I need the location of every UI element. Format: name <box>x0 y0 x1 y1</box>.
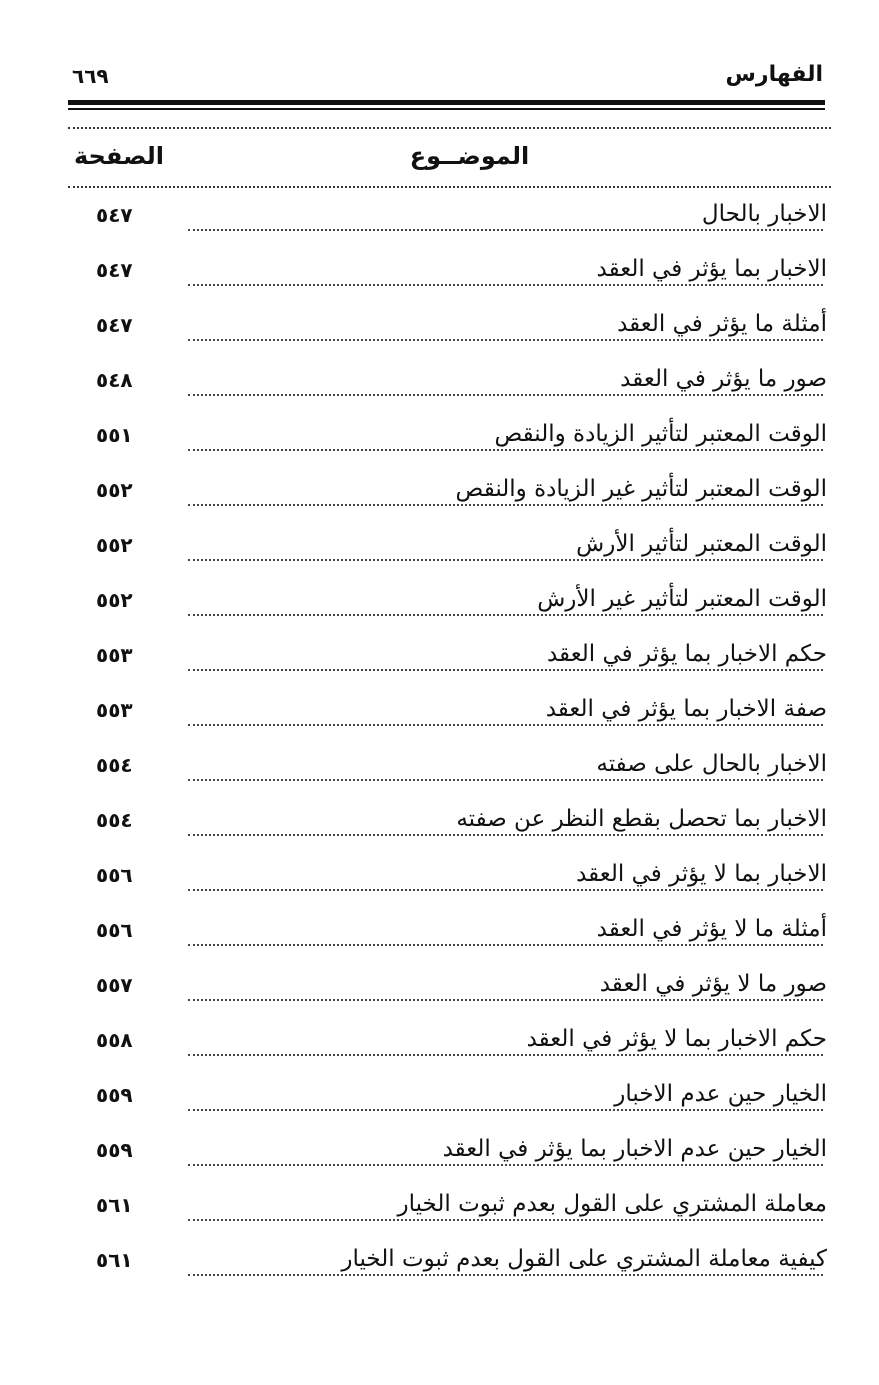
toc-entry-title: الخيار حين عدم الاخبار <box>606 1081 827 1107</box>
dot-leader <box>188 229 823 231</box>
dot-leader <box>188 339 823 341</box>
toc-entry-page: ٥٥٤ <box>96 808 133 832</box>
header-rule-thick <box>68 100 825 105</box>
toc-entry <box>0 193 879 248</box>
toc-entry-page: ٥٥٣ <box>96 643 133 667</box>
toc-entry-page: ٥٤٧ <box>96 203 133 227</box>
dot-leader <box>188 1274 823 1276</box>
dot-leader <box>188 1219 823 1221</box>
column-headers <box>68 142 831 182</box>
toc-entry-title: أمثلة ما يؤثر في العقد <box>609 311 827 337</box>
dot-leader <box>188 449 823 451</box>
toc-entry-page: ٥٥٢ <box>96 533 133 557</box>
toc-entry-page: ٥٥٩ <box>96 1083 133 1107</box>
toc-entry <box>0 688 879 743</box>
toc-entry-page: ٥٦١ <box>96 1193 133 1217</box>
dot-leader <box>188 669 823 671</box>
toc-entry <box>0 1018 879 1073</box>
dot-leader <box>188 944 823 946</box>
dot-leader <box>188 999 823 1001</box>
toc-entry-page: ٥٥٣ <box>96 698 133 722</box>
dot-leader <box>188 724 823 726</box>
toc-entry <box>0 853 879 908</box>
toc-entry <box>0 908 879 963</box>
dot-leader <box>188 834 823 836</box>
dot-leader <box>188 1054 823 1056</box>
dot-leader <box>188 889 823 891</box>
toc-entry-title: الوقت المعتبر لتأثير الأرش <box>568 531 827 557</box>
dotted-divider-bottom <box>68 186 831 188</box>
toc-entry-page: ٥٤٧ <box>96 313 133 337</box>
toc-entry <box>0 358 879 413</box>
toc-entry-page: ٥٥٩ <box>96 1138 133 1162</box>
toc-entry-title: صفة الاخبار بما يؤثر في العقد <box>538 696 827 722</box>
toc-entry-page: ٥٥٨ <box>96 1028 133 1052</box>
toc-entry-title: كيفية معاملة المشتري على القول بعدم ثبوت الخيار <box>333 1246 827 1272</box>
running-title: الفهارس <box>725 62 823 87</box>
toc-entry <box>0 1183 879 1238</box>
toc-entry-title: الوقت المعتبر لتأثير الزيادة والنقص <box>486 421 827 447</box>
toc-entry-title: صور ما يؤثر في العقد <box>612 366 827 392</box>
toc-entry <box>0 1073 879 1128</box>
toc-entry-title: الاخبار بالحال على صفته <box>588 751 827 777</box>
toc-entry <box>0 963 879 1018</box>
toc-entry-title: الوقت المعتبر لتأثير غير الأرش <box>529 586 827 612</box>
toc-list <box>0 193 879 1293</box>
toc-entry-title: حكم الاخبار بما يؤثر في العقد <box>539 641 827 667</box>
toc-entry <box>0 413 879 468</box>
dot-leader <box>188 1109 823 1111</box>
dot-leader <box>188 394 823 396</box>
toc-entry-title: صور ما لا يؤثر في العقد <box>592 971 827 997</box>
dot-leader <box>188 504 823 506</box>
dotted-divider-top <box>68 127 831 129</box>
toc-entry-title: حكم الاخبار بما لا يؤثر في العقد <box>519 1026 827 1052</box>
toc-entry-page: ٥٤٨ <box>96 368 133 392</box>
toc-entry-page: ٥٦١ <box>96 1248 133 1272</box>
toc-entry-page: ٥٥١ <box>96 423 133 447</box>
toc-entry-title: الاخبار بما لا يؤثر في العقد <box>568 861 827 887</box>
toc-entry-page: ٥٥٤ <box>96 753 133 777</box>
toc-entry-title: الاخبار بما تحصل بقطع النظر عن صفته <box>448 806 827 832</box>
toc-entry <box>0 743 879 798</box>
toc-entry <box>0 523 879 578</box>
dot-leader <box>188 1164 823 1166</box>
toc-entry-page: ٥٥٧ <box>96 973 133 997</box>
toc-entry-title: الاخبار بالحال <box>694 201 827 227</box>
toc-entry-page: ٥٤٧ <box>96 258 133 282</box>
toc-entry <box>0 1238 879 1293</box>
page-number: ٦٦٩ <box>72 64 109 88</box>
column-header-page: الصفحة <box>74 142 165 170</box>
dot-leader <box>188 779 823 781</box>
toc-entry <box>0 303 879 358</box>
toc-entry-title: أمثلة ما لا يؤثر في العقد <box>589 916 827 942</box>
toc-entry-page: ٥٥٢ <box>96 478 133 502</box>
toc-entry-title: الخيار حين عدم الاخبار بما يؤثر في العقد <box>435 1136 827 1162</box>
toc-entry-page: ٥٥٢ <box>96 588 133 612</box>
dot-leader <box>188 559 823 561</box>
dot-leader <box>188 284 823 286</box>
toc-entry-title: الاخبار بما يؤثر في العقد <box>589 256 827 282</box>
toc-entry-page: ٥٥٦ <box>96 863 133 887</box>
toc-entry-title: معاملة المشتري على القول بعدم ثبوت الخيار <box>389 1191 827 1217</box>
toc-entry-page: ٥٥٦ <box>96 918 133 942</box>
toc-entry <box>0 798 879 853</box>
dot-leader <box>188 614 823 616</box>
toc-entry <box>0 468 879 523</box>
toc-entry <box>0 633 879 688</box>
page-header <box>68 62 823 98</box>
toc-entry <box>0 248 879 303</box>
toc-entry <box>0 1128 879 1183</box>
toc-entry <box>0 578 879 633</box>
header-rule-thin <box>68 108 825 110</box>
column-header-topic: الموضــوع <box>409 142 530 170</box>
toc-entry-title: الوقت المعتبر لتأثير غير الزيادة والنقص <box>448 476 827 502</box>
